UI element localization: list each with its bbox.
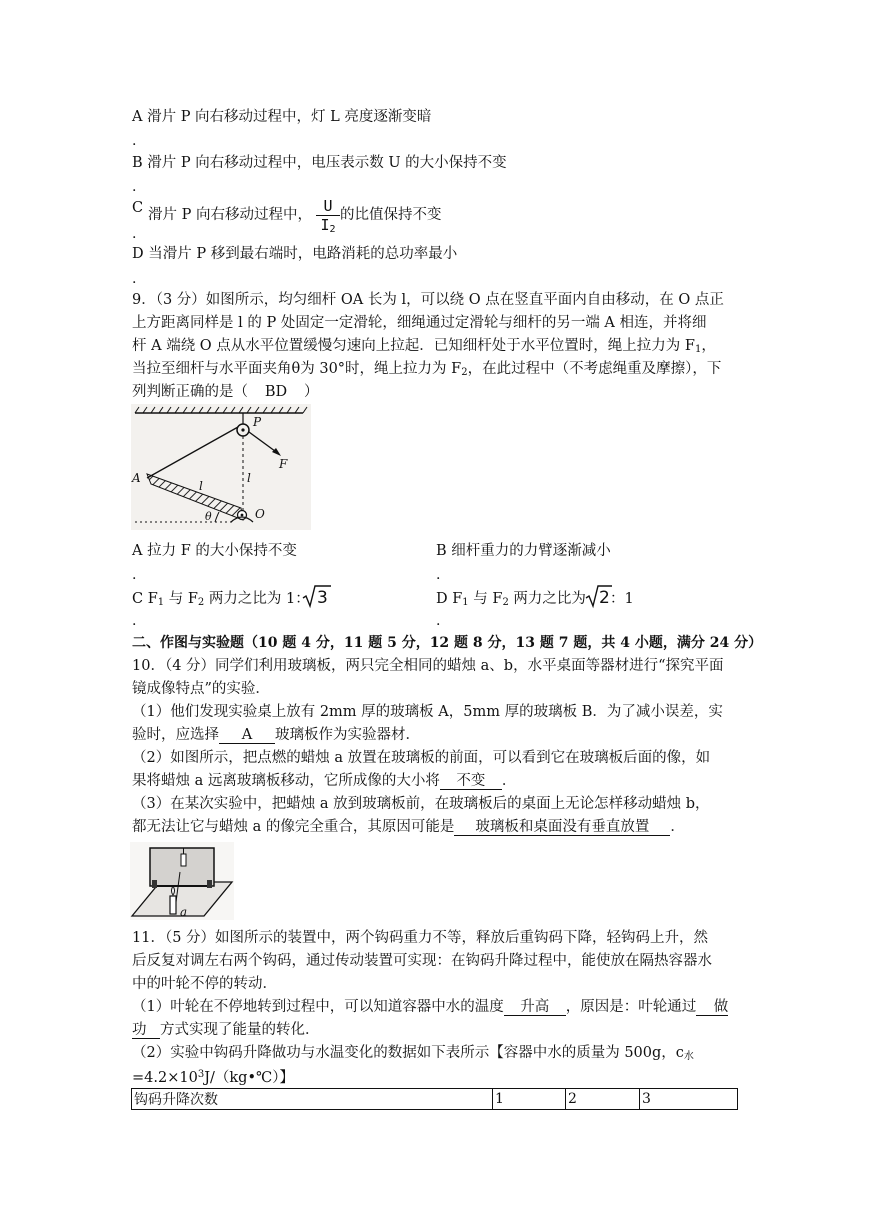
label-o: O [255,507,265,521]
q10-line-3: （1）他们发现实验桌上放有 2mm 厚的玻璃板 A，5mm 厚的玻璃板 B．为了减小误差，实 [132,704,723,720]
label-f: F [279,457,288,471]
q11-answer-2b: 功 [132,1022,160,1039]
table-header-cell: 2 [566,1089,640,1110]
q10-line-2: 镜成像特点”的实验． [132,681,270,697]
q9-line-3: 杆 A 端绕 O 点从水平位置缓慢匀速向上拉起．已知细杆处于水平位置时，绳上拉力为 $F_1$， [132,338,716,355]
q8-option-c-suffix: 的比值保持不变 [340,207,442,223]
table-header-cell: 钩码升降次数 [132,1089,493,1110]
option-dot: . [436,567,441,583]
lever-pulley-figure [131,404,311,530]
label-p: P [253,415,262,429]
q9-line-2: 上方距离同样是 l 的 P 处固定一定滑轮，细绳通过定滑轮与细杆的另一端 A 相连，并将细 [132,315,707,331]
q9-line-1: 9．（3 分）如图所示，均匀细杆 OA 长为 l，可以绕 O 点在竖直平面内自由移动，在 O 点正 [132,292,724,308]
table-row [132,1089,738,1110]
q11-line-6: （2）实验中钩码升降做功与水温变化的数据如下表所示【容器中水的质量为 500g，$c_水$ [132,1045,694,1062]
candle-a [170,896,176,914]
q8-option-c-text: 滑片 P 向右移动过程中， [148,207,312,223]
q9-answer: BD [264,384,288,400]
q11-answer-2a: 做 [696,999,728,1016]
q8-option-c-letter: C [132,200,144,216]
q10-line-8: 都无法让它与蜡烛 a 的像完全重合，其原因可能是 玻璃板和桌面没有垂直放置 ． [132,819,685,835]
q10-line-4: 验时，应选择 A 玻璃板作为实验器材． [132,727,420,743]
q8-option-d: D 当滑片 P 移到最右端时，电路消耗的总功率最小 [132,246,458,262]
q10-answer-3: 玻璃板和桌面没有垂直放置 [454,819,670,836]
option-dot: . [436,613,441,629]
candle-a-label: a [180,905,188,919]
q9-option-d-tail: ：1 [610,591,634,607]
candle-b [181,854,186,866]
q10-answer-2: 不变 [440,773,502,790]
q11-line-3: 中的叶轮不停的转动． [132,976,277,992]
option-dot: . [132,226,137,242]
section-heading: 二、作图与实验题（10 题 4 分，11 题 5 分，12 题 8 分，13 题 7 题，共 4 小题，满分 24 分） [132,635,763,651]
option-dot: . [132,567,137,583]
q9-option-c: C $F_1$ 与 $F_2$ 两力之比为 1： [132,591,310,608]
label-l-vertical: l [247,471,251,485]
q10-line-6: 果将蜡烛 a 远离玻璃板移动，它所成像的大小将 不变 ． [132,773,517,789]
sqrt-2: 2 [585,583,613,613]
q10-line-7: （3）在某次实验中，把蜡烛 a 放到玻璃板前，在玻璃板后的桌面上无论怎样移动蜡烛 b， [132,796,710,812]
fraction-numerator: U [323,197,333,215]
fraction-u-over-i2 [316,198,340,238]
option-dot: . [132,271,137,287]
q9-line-5: 列判断正确的是（ BD ） [132,384,319,400]
q11-line-7: $=4.2\times 10^3J/(kg•℃)$】 [132,1069,294,1086]
q11-answer-1: 升高 [504,999,566,1016]
q9-line-4: 当拉至细杆与水平面夹角θ为 30°时，绳上拉力为 $F_2$，在此过程中（不考虑绳重及摩擦），下 [132,361,722,378]
q8-option-b: B 滑片 P 向右移动过程中，电压表示数 U 的大小保持不变 [132,155,507,171]
q8-option-a: A 滑片 P 向右移动过程中，灯 L 亮度逐渐变暗 [132,109,432,125]
label-l-rope: l [199,479,203,493]
q11-line-2: 后反复对调左右两个钩码，通过传动装置可实现：在钩码升降过程中，能使放在隔热容器水 [132,953,712,969]
option-dot: . [132,613,137,629]
table-header-cell: 3 [640,1089,738,1110]
sqrt-3: 3 [302,583,332,613]
q9-option-d: D $F_1$ 与 $F_2$ 两力之比为 [436,591,586,608]
q9-option-a: A 拉力 F 的大小保持不变 [132,543,297,559]
q10-line-1: 10．（4 分）同学们利用玻璃板，两只完全相同的蜡烛 a、b，水平桌面等器材进行“探究平面 [132,658,724,674]
data-table [131,1088,738,1110]
q11-line-4: （1）叶轮在不停地转到过程中，可以知道容器中水的温度 升高 ，原因是：叶轮通过 做 [132,999,729,1015]
q11-line-1: 11．（5 分）如图所示的装置中，两个钩码重力不等，释放后重钩码下降，轻钩码上升，然 [132,930,709,946]
table-header-cell: 1 [493,1089,566,1110]
label-theta: θ [205,510,212,523]
option-dot: . [132,133,137,149]
q9-option-b: B 细杆重力的力臂逐渐减小 [436,543,611,559]
q10-answer-1: A [219,727,275,744]
plane-mirror-figure [130,842,234,920]
label-a: A [132,471,141,485]
q11-line-5: 功 方式实现了能量的转化． [132,1022,320,1038]
fraction-denominator: $I_2$ [320,216,336,235]
q10-line-5: （2）如图所示，把点燃的蜡烛 a 放置在玻璃板的前面，可以看到它在玻璃板后面的像，如 [132,750,711,766]
option-dot: . [132,179,137,195]
